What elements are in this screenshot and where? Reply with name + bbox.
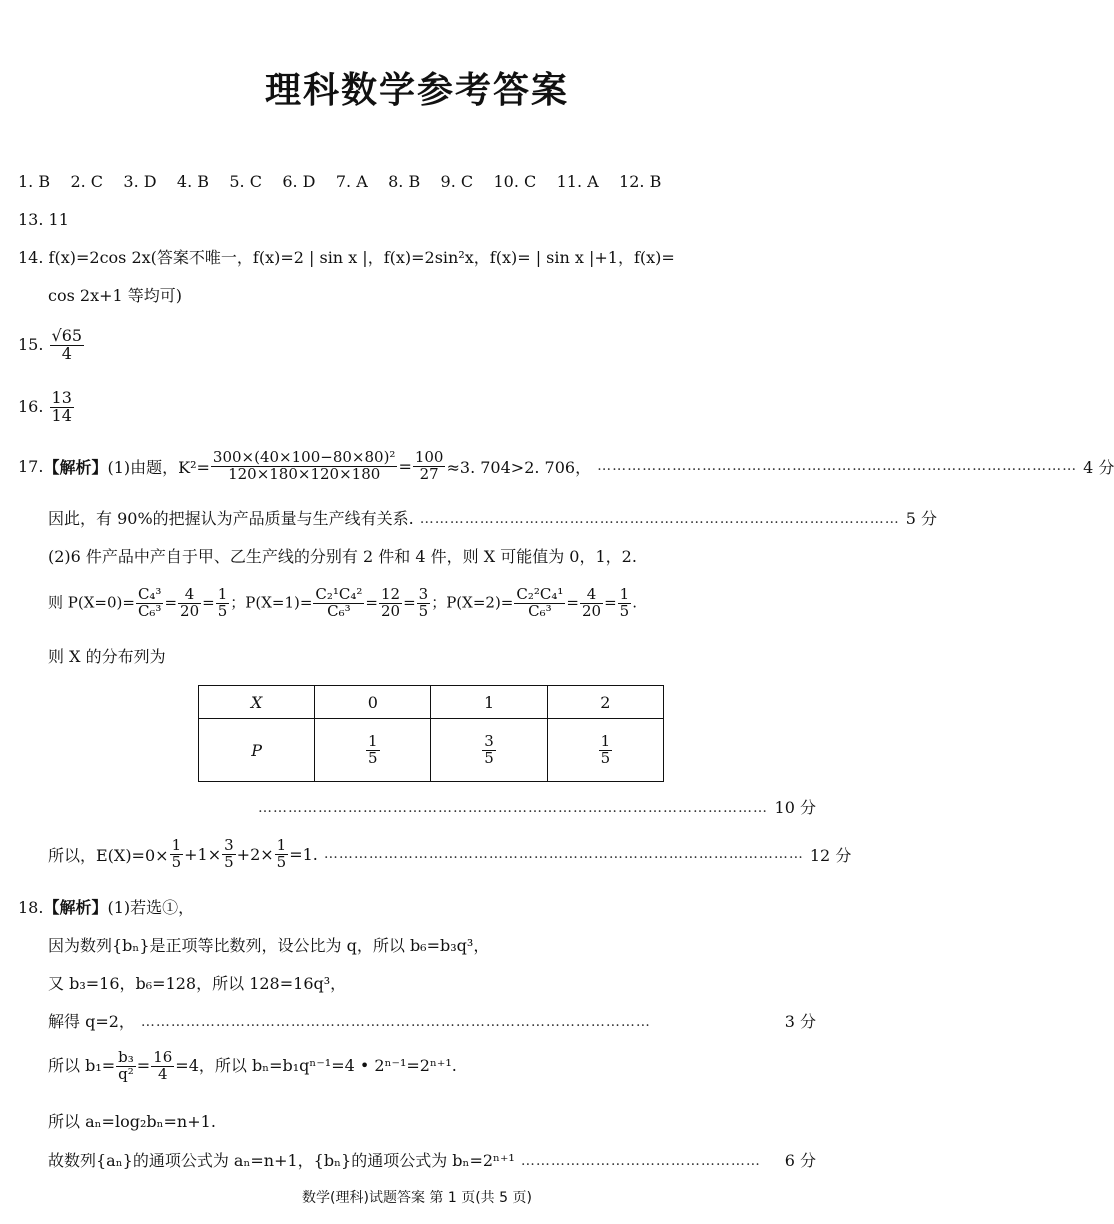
cell-text: P [251,740,262,760]
analysis-tag: 【解析】 [43,457,108,477]
table-row [199,719,664,782]
equals: = [136,1055,151,1075]
q17-line5: 则 X 的分布列为 [48,647,166,666]
answer-4: 4. B [176,172,210,191]
answer-1: 1. B [18,172,51,191]
text: (1)若选①， [107,898,195,917]
denominator: 5 [619,601,630,620]
text: +1× [184,844,222,864]
numerator: 13 [51,388,72,407]
page-title: 理科数学参考答案 [264,70,569,111]
numerator: 4 [580,587,603,604]
numerator: C₂²C₄¹ [516,585,564,603]
answer-2: 2. C [70,172,104,191]
fraction [482,731,496,767]
fraction [50,390,74,425]
fraction [116,1050,136,1083]
numerator: 1 [368,731,378,750]
text: 故数列{aₙ}的通项公式为 aₙ=n+1，{bₙ}的通项公式为 bₙ=2ⁿ⁺¹ [48,1151,515,1170]
fraction [170,838,184,871]
answer-15 [18,328,85,363]
table-cell: 1 [431,686,547,719]
question-number: 18. [18,898,44,917]
cell-text: X [250,692,263,712]
table-cell [199,686,315,719]
denominator: C₆³ [528,601,552,620]
q18-line7 [48,1149,816,1173]
denominator: 120×180×120×180 [228,464,381,483]
q17-line4: 则 P(X=0)= $\frac{\text{C₄³}}{\text{C₆³}}$ = $\frac{4}{20}$ = $\frac{1}{5}$ ；P(X=1)= $\frac{\text{C₂¹C₄²}}{\text{C₆³}}$ = $\frac{12}{20}$ = $\frac{3}{5}$ ；P(X=2)= $\frac{\text{C₂²C₄¹}}{\text{C₆³}}$ = $\frac{4}{20}$ = $\frac{1}{5}$ . [48,585,637,620]
answer-3: 3. D [123,172,157,191]
table-cell: 2 [547,686,663,719]
q18-line3: 又 b₃=16，b₆=128，所以 128=16q³， [48,974,347,993]
leader-dots: …………………………………………………………………………………… [597,458,1078,475]
denominator: 20 [180,601,200,620]
leader-dots: ………………………………………………………………………………………… [140,1014,651,1030]
table-cell [547,719,663,782]
answer-14-line2: cos 2x+1 等均可) [48,286,183,305]
text: =4，所以 bₙ=b₁qⁿ⁻¹=4 • 2ⁿ⁻¹=2ⁿ⁺¹. [175,1055,457,1075]
denominator: 5 [224,852,234,871]
numerator: 1 [217,585,228,603]
text: 解得 q=2， [48,1012,135,1031]
q17-line1 [18,448,1114,483]
q17-table-score [258,796,816,820]
fraction [50,328,85,363]
numerator: 3 [484,731,494,750]
question-number: 14. [18,248,44,267]
score: 5 分 [905,509,938,528]
numerator: b₃ [118,1048,134,1066]
fraction [178,587,201,620]
fraction [514,587,565,620]
q18-line1 [18,896,194,920]
numerator: 300×(40×100−80×80)² [212,448,396,466]
denominator: 5 [368,748,378,767]
answer-8: 8. B [388,172,421,191]
text: +2× [236,844,274,864]
fraction [618,587,632,620]
denominator: q² [118,1064,134,1083]
fraction [211,450,398,483]
q17-line2 [48,507,938,531]
table-cell [431,719,547,782]
leader-dots: ………………………………………… [520,1153,761,1169]
q17-line6 [48,836,852,871]
answer-13: 13. 11 [18,210,69,229]
score: 12 分 [809,845,852,865]
denominator: 5 [418,601,429,620]
numerator: 16 [153,1048,173,1066]
text: 因此，有 90%的把握认为产品质量与生产线有关系. [48,509,414,528]
numerator: C₂¹C₄² [315,585,363,603]
analysis-tag: 【解析】 [43,898,108,917]
denominator: 5 [600,748,611,767]
numerator: 1 [276,836,287,854]
denominator: 5 [171,852,182,871]
text: 所以 b₁= [48,1055,116,1075]
numerator: 3 [418,585,429,603]
fraction [222,838,236,871]
text: . [632,593,637,612]
choice-answers [18,170,661,194]
score: 10 分 [774,798,816,817]
numerator: C₄³ [137,585,162,603]
fraction [413,450,446,483]
answer-16 [18,390,75,425]
leader-dots: ………………………………………………………………………………………… [258,800,768,816]
numerator: 1 [600,731,611,750]
q17-line3: (2)6 件产品中产自于甲、乙生产线的分别有 2 件和 4 件，则 X 可能值为 0，1，2. [48,547,637,566]
answer-11: 11. A [556,172,599,191]
text: ；P(X=2)= [431,593,514,612]
fraction [313,587,364,620]
fraction [151,1050,174,1083]
answer-5: 5. C [229,172,262,191]
answer-12: 12. B [619,172,662,191]
numerator: √65 [51,326,83,345]
question-number: 15. [18,334,44,354]
fraction [580,587,603,620]
answer-text: f(x)=2cos 2x(答案不唯一，f(x)=2 | sin x |，f(x)=2sin²x，f(x)= | sin x |+1，f(x)= [48,248,675,267]
fraction [136,587,164,620]
distribution-table [198,685,664,782]
fraction [216,587,230,620]
numerator: 1 [171,836,182,854]
text: ；P(X=1)= [230,593,313,612]
text: =1. [289,844,318,864]
answer-6: 6. D [282,172,316,191]
denominator: 20 [581,601,602,620]
denominator: 5 [484,748,494,767]
fraction [599,731,613,767]
text: ≈3. 704>2. 706， [446,457,592,477]
q18-line6: 所以 aₙ=log₂bₙ=n+1. [48,1112,216,1131]
numerator: 12 [381,585,401,603]
text: 则 P(X=0)= [48,593,135,612]
answer-7: 7. A [335,172,368,191]
text: 所以，E(X)=0× [48,845,169,865]
answer-14-line1 [18,246,675,270]
question-number: 16. [18,396,44,416]
table-cell [315,719,431,782]
q18-line5 [48,1050,457,1083]
denominator: C₆³ [327,601,351,620]
score: 6 分 [784,1151,816,1170]
numerator: 4 [178,587,201,604]
denominator: 5 [217,601,228,620]
fraction [275,838,289,871]
table-cell: 0 [315,686,431,719]
score: 4 分 [1083,457,1114,477]
page-footer: 数学(理科)试题答案 第 1 页(共 5 页) [302,1190,532,1206]
text: (1)由题，K²= [107,457,210,477]
numerator: 3 [224,836,234,854]
fraction [379,587,402,620]
answer-10: 10. C [493,172,537,191]
fraction [366,731,380,767]
q18-line2: 因为数列{bₙ}是正项等比数列，设公比为 q，所以 b₆=b₃q³， [48,936,490,955]
denominator: 5 [276,852,287,871]
denominator: 14 [51,405,72,425]
numerator: 100 [414,448,444,466]
question-number: 17. [18,456,44,476]
leader-dots: …………………………………………………………………………………… [323,846,804,863]
denominator: 27 [419,464,439,483]
fraction [417,587,431,620]
equals: = [398,456,412,476]
q18-line4 [48,1010,816,1034]
denominator: 4 [157,1064,168,1083]
denominator: C₆³ [137,601,162,620]
denominator: 20 [381,601,401,620]
numerator: 1 [619,585,630,603]
score: 3 分 [784,1012,816,1031]
leader-dots: …………………………………………………………………………………… [419,511,900,527]
table-row [199,686,664,719]
table-cell [199,719,315,782]
answer-9: 9. C [440,172,474,191]
denominator: 4 [61,343,72,363]
